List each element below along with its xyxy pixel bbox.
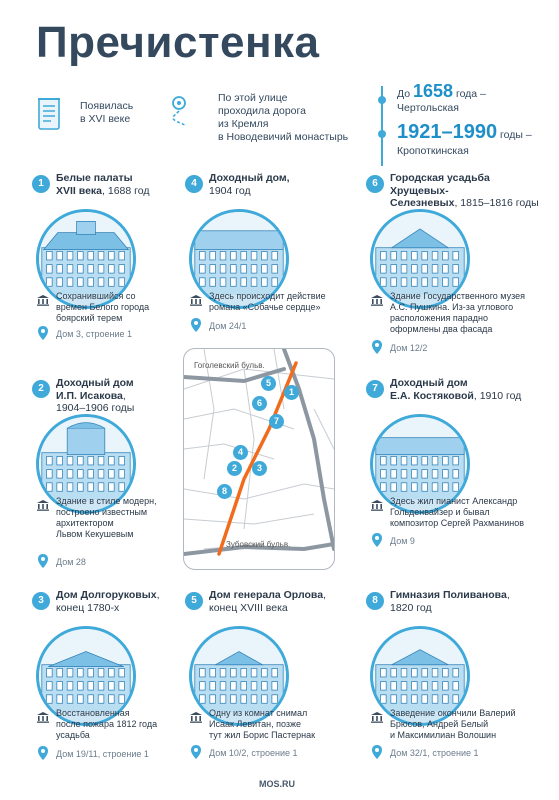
museum-icon (36, 293, 50, 311)
map-marker[interactable]: 3 (252, 461, 267, 476)
location-pin-icon (38, 746, 48, 765)
document-icon (36, 96, 62, 132)
page-title: Пречистенка (36, 18, 320, 67)
building-address: Дом 3, строение 1 (56, 329, 133, 339)
timeline-name-2: 1921–1990 годы – Кропоткинская (397, 121, 532, 157)
building-number: 3 (32, 592, 50, 610)
building-address: Дом 28 (56, 557, 86, 567)
map-streets (184, 349, 334, 569)
route-pin-icon (166, 94, 192, 128)
museum-icon (189, 710, 203, 728)
map-marker[interactable]: 6 (252, 396, 267, 411)
map-marker[interactable]: 7 (269, 414, 284, 429)
building-title: Городская усадьба Хрущевых- Селезневых, 1815–1816 годы (390, 172, 539, 209)
building-title: Белые палаты XVII века, 1688 год (56, 172, 150, 197)
timeline-dot (378, 96, 386, 104)
location-pin-icon (372, 340, 382, 359)
building-title: Доходный дом Е.А. Костяковой, 1910 год (390, 377, 522, 402)
map-marker[interactable]: 8 (217, 484, 232, 499)
building-address: Дом 12/2 (390, 343, 428, 353)
timeline-dot (378, 130, 386, 138)
building-description: Заведение окончили Валерий Брюсов, Андрей Белый и Максимилиан Волошин (390, 708, 516, 740)
museum-icon (370, 710, 384, 728)
building-number: 5 (185, 592, 203, 610)
map-marker[interactable]: 2 (227, 461, 242, 476)
location-pin-icon (38, 326, 48, 345)
museum-icon (36, 498, 50, 516)
location-pin-icon (372, 533, 382, 552)
museum-icon (370, 498, 384, 516)
building-number: 7 (366, 380, 384, 398)
building-number: 8 (366, 592, 384, 610)
building-number: 4 (185, 175, 203, 193)
building-address: Дом 32/1, строение 1 (390, 748, 479, 758)
building-description: Здесь происходит действие романа «Собачье сердце» (209, 291, 326, 312)
building-address: Дом 9 (390, 536, 415, 546)
street-label-bottom: Зубовский бульв. (226, 540, 291, 549)
map-marker[interactable]: 5 (261, 376, 276, 391)
building-number: 2 (32, 380, 50, 398)
location-pin-icon (191, 318, 201, 337)
building-description: Здание в стиле модерн, построено известным архитектором Львом Кекушевым (56, 496, 157, 539)
location-pin-icon (191, 745, 201, 764)
building-description: Одну из комнат снимал Исаак Левитан, позже тут жил Борис Пастернак (209, 708, 316, 740)
museum-icon (189, 293, 203, 311)
building-description: Сохранившийся со времен Белого города боярский терем (56, 291, 150, 323)
building-title: Доходный дом, 1904 год (209, 172, 290, 197)
building-number: 1 (32, 175, 50, 193)
building-description: Восстановленная после пожара 1812 года усадьба (56, 708, 158, 740)
map-marker[interactable]: 1 (284, 385, 299, 400)
museum-icon (36, 710, 50, 728)
building-number: 6 (366, 175, 384, 193)
building-address: Дом 19/11, строение 1 (56, 749, 149, 759)
footer-logo[interactable]: MOS.RU (259, 779, 295, 789)
building-address: Дом 24/1 (209, 321, 247, 331)
building-address: Дом 10/2, строение 1 (209, 748, 298, 758)
building-title: Дом генерала Орлова, конец XVIII века (209, 589, 326, 614)
building-title: Дом Долгоруковых, конец 1780-х (56, 589, 160, 614)
timeline-name-1: До 1658 года – Чертольская (397, 81, 486, 114)
building-title: Гимназия Поливанова, 1820 год (390, 589, 510, 614)
location-pin-icon (38, 554, 48, 573)
street-label-top: Гоголевский бульв. (194, 361, 265, 370)
building-description: Здесь жил пианист Александр Гольденвайзер и бывал композитор Сергей Рахманинов (390, 496, 524, 528)
museum-icon (370, 293, 384, 311)
building-title: Доходный дом И.П. Исакова, 1904–1906 годы (56, 377, 135, 414)
intro-century: Появилась в XVI веке (80, 100, 134, 125)
building-description: Здание Государственного музея А.С. Пушкина. Из-за углового расположения парадно оформлены два фасада (390, 291, 525, 334)
location-pin-icon (372, 745, 382, 764)
intro-road: По этой улице проходила дорога из Кремля в Новодевичий монастырь (218, 92, 349, 143)
map-marker[interactable]: 4 (233, 445, 248, 460)
street-map (183, 348, 335, 570)
